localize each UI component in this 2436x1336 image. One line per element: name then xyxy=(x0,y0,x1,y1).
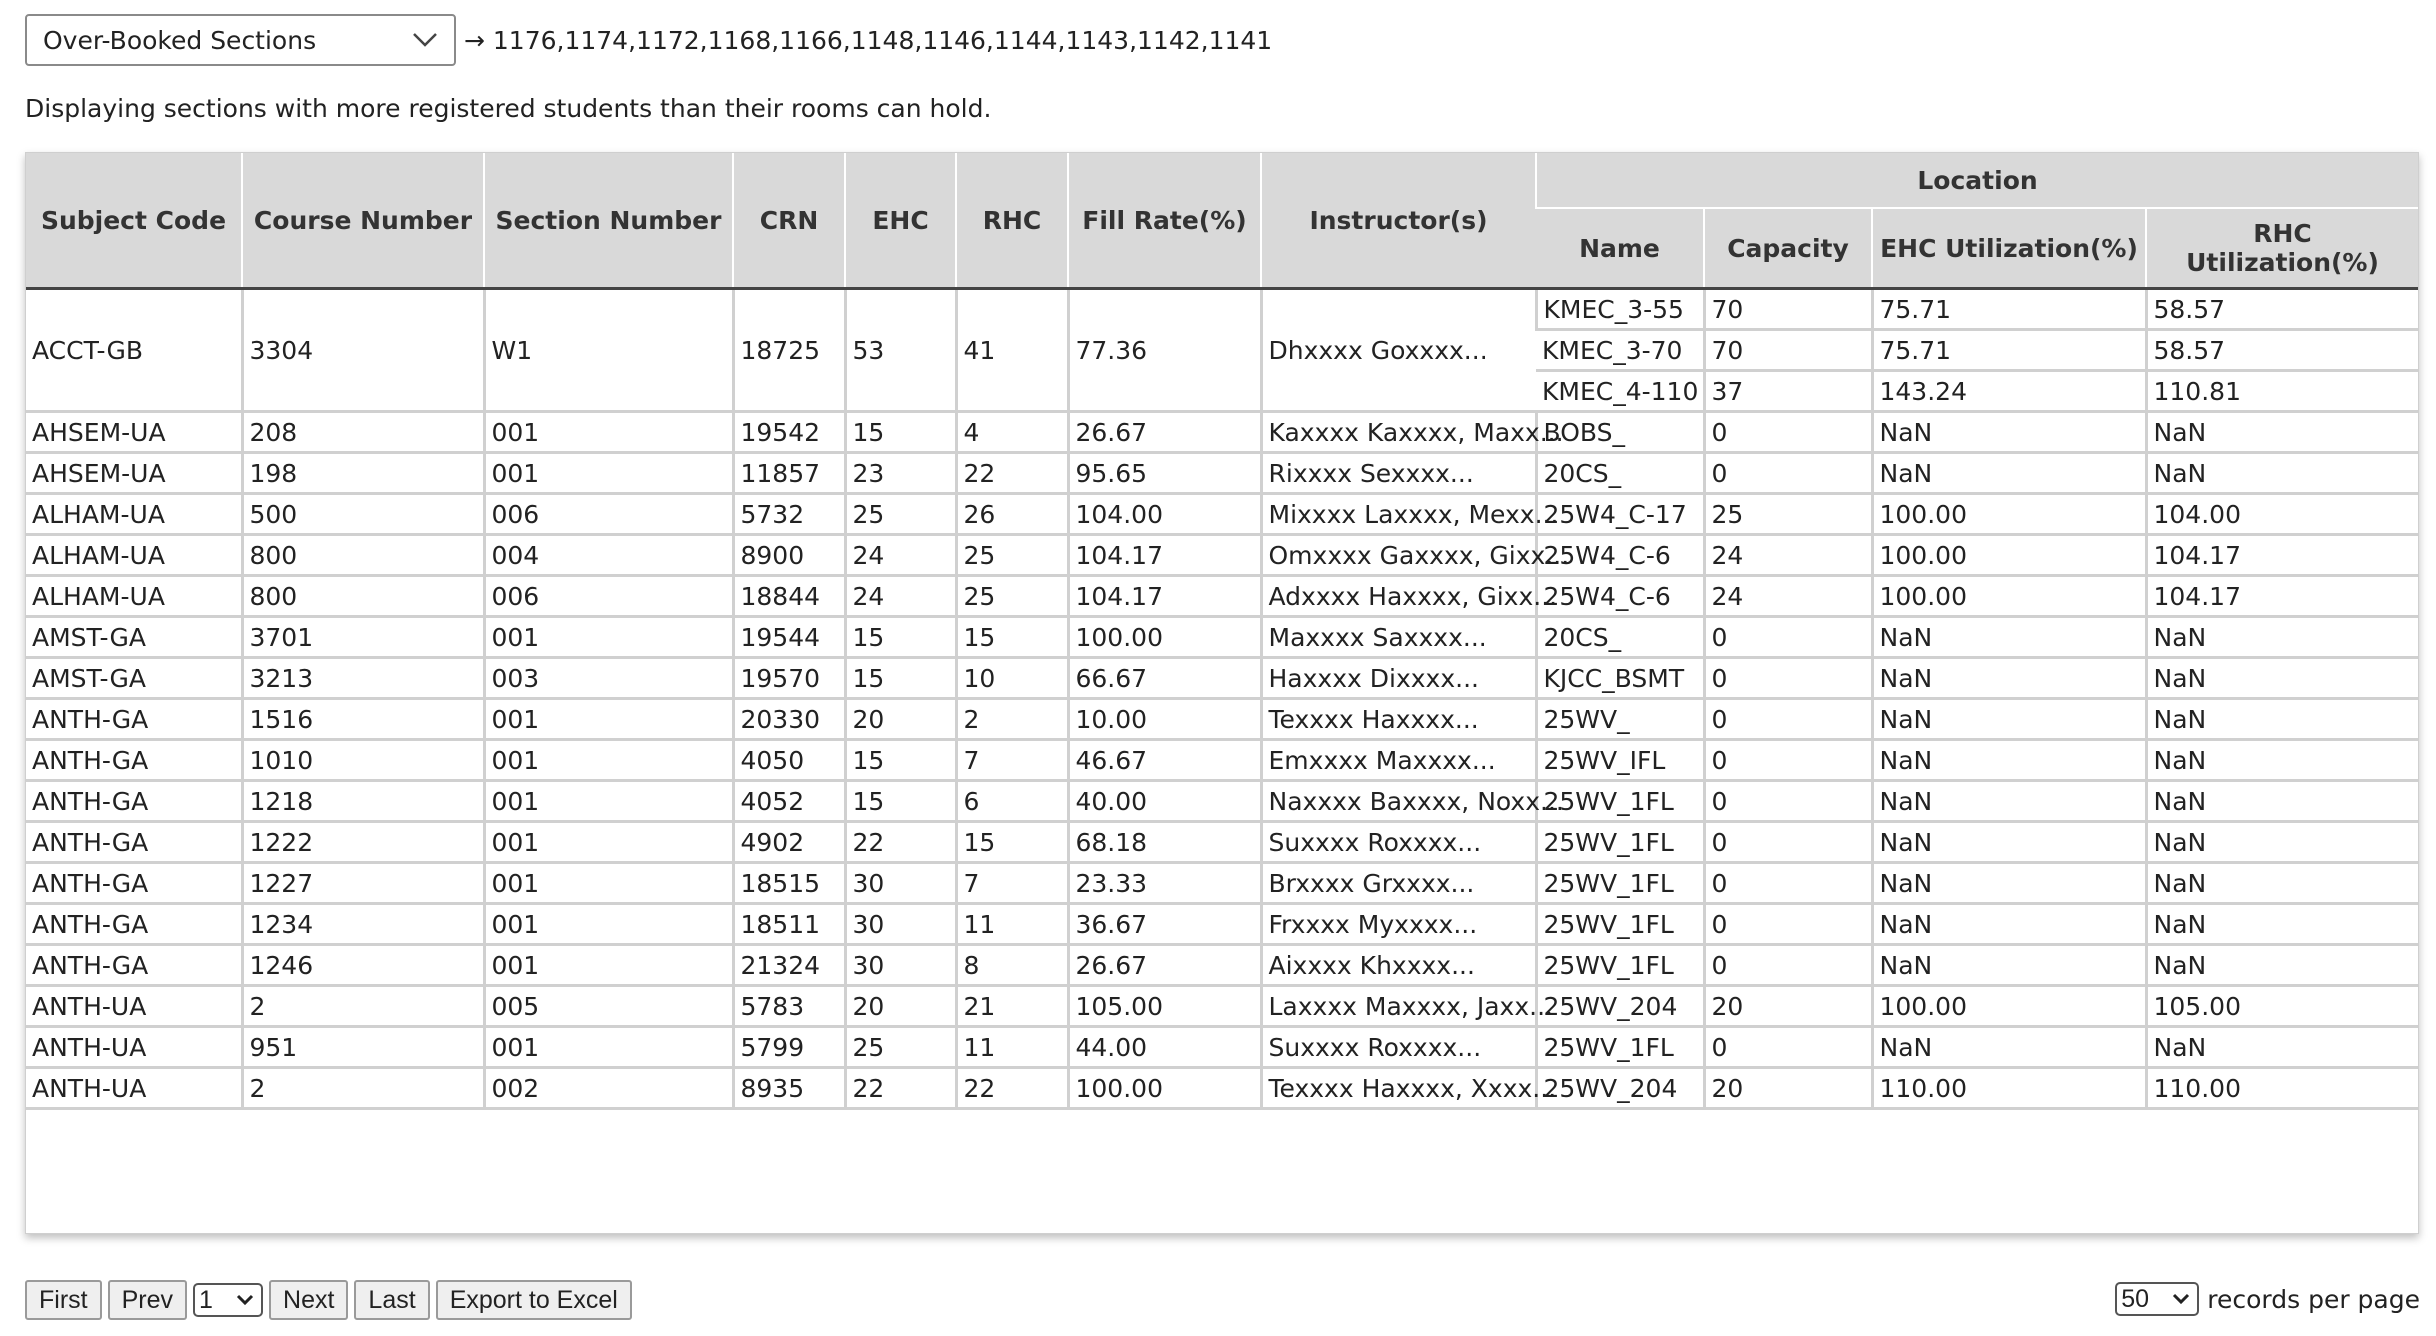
ehc-utilization-cell: 100.00 xyxy=(1872,986,2146,1027)
location-capacity-cell: 20 xyxy=(1704,986,1872,1027)
section-number-cell: 005 xyxy=(484,986,733,1027)
crn-cell: 18511 xyxy=(733,904,845,945)
subject-code-cell: ANTH-GA xyxy=(26,904,242,945)
records-per-page-value: 50 xyxy=(2121,1284,2150,1313)
fill-rate-cell: 36.67 xyxy=(1068,904,1261,945)
crn-cell: 4902 xyxy=(733,822,845,863)
location-capacity-cell: 0 xyxy=(1704,945,1872,986)
ehc-utilization-cell: NaN xyxy=(1872,658,2146,699)
rhc-cell: 15 xyxy=(956,822,1068,863)
subject-code-cell: AHSEM-UA xyxy=(26,453,242,494)
rhc-utilization-cell: NaN xyxy=(2146,945,2418,986)
rhc-utilization-cell: 58.57 xyxy=(2146,330,2418,371)
ehc-cell: 53 xyxy=(845,289,956,412)
crn-cell: 21324 xyxy=(733,945,845,986)
location-name-cell: 25WV_1FL xyxy=(1536,904,1704,945)
table-row[interactable] xyxy=(26,658,2418,699)
location-name-cell: 25W4_C-6 xyxy=(1536,535,1704,576)
section-number-cell: 002 xyxy=(484,1068,733,1109)
fill-rate-cell: 66.67 xyxy=(1068,658,1261,699)
report-description: Displaying sections with more registered students than their rooms can hold. xyxy=(25,94,992,123)
location-capacity-cell: 20 xyxy=(1704,1068,1872,1109)
ehc-utilization-cell: 75.71 xyxy=(1872,330,2146,371)
instructor-cell: Suxxxx Roxxxx... xyxy=(1261,822,1536,863)
location-name-cell: 25WV_IFL xyxy=(1536,740,1704,781)
sections-table xyxy=(26,153,2418,1110)
section-number-cell: 006 xyxy=(484,494,733,535)
header-rhc[interactable]: RHC xyxy=(956,153,1068,289)
report-type-select[interactable] xyxy=(25,14,456,66)
instructor-cell: Rixxxx Sexxxx... xyxy=(1261,453,1536,494)
course-number-cell: 1246 xyxy=(242,945,484,986)
subject-code-cell: ANTH-GA xyxy=(26,945,242,986)
prev-page-button[interactable]: Prev xyxy=(108,1280,187,1320)
location-capacity-cell: 70 xyxy=(1704,330,1872,371)
crn-cell: 5783 xyxy=(733,986,845,1027)
ehc-utilization-cell: NaN xyxy=(1872,1027,2146,1068)
ehc-cell: 24 xyxy=(845,535,956,576)
location-name-cell: 20CS_ xyxy=(1536,617,1704,658)
table-row[interactable] xyxy=(26,781,2418,822)
ehc-utilization-cell: 100.00 xyxy=(1872,576,2146,617)
instructor-cell: Brxxxx Grxxxx... xyxy=(1261,863,1536,904)
rhc-utilization-cell: 110.00 xyxy=(2146,1068,2418,1109)
fill-rate-cell: 26.67 xyxy=(1068,412,1261,453)
rhc-utilization-cell: 110.81 xyxy=(2146,371,2418,412)
fill-rate-cell: 104.17 xyxy=(1068,576,1261,617)
ehc-cell: 20 xyxy=(845,699,956,740)
section-number-cell: 001 xyxy=(484,412,733,453)
instructor-cell: Texxxx Haxxxx... xyxy=(1261,699,1536,740)
location-name-cell: KJCC_BSMT xyxy=(1536,658,1704,699)
location-capacity-cell: 0 xyxy=(1704,740,1872,781)
ehc-cell: 23 xyxy=(845,453,956,494)
subject-code-cell: ACCT-GB xyxy=(26,289,242,412)
location-capacity-cell: 0 xyxy=(1704,453,1872,494)
section-number-cell: 001 xyxy=(484,904,733,945)
rhc-utilization-cell: 104.00 xyxy=(2146,494,2418,535)
ehc-utilization-cell: 100.00 xyxy=(1872,535,2146,576)
section-number-cell: 004 xyxy=(484,535,733,576)
subject-code-cell: ANTH-UA xyxy=(26,1068,242,1109)
table-row[interactable] xyxy=(26,1027,2418,1068)
rhc-utilization-cell: NaN xyxy=(2146,822,2418,863)
rhc-cell: 8 xyxy=(956,945,1068,986)
course-number-cell: 1234 xyxy=(242,904,484,945)
rhc-utilization-cell: NaN xyxy=(2146,699,2418,740)
course-number-cell: 2 xyxy=(242,986,484,1027)
header-ehc[interactable]: EHC xyxy=(845,153,956,289)
crn-cell: 8935 xyxy=(733,1068,845,1109)
header-crn[interactable]: CRN xyxy=(733,153,845,289)
table-row[interactable] xyxy=(26,576,2418,617)
crn-cell: 11857 xyxy=(733,453,845,494)
instructor-cell: Mixxxx Laxxxx, Mexx... xyxy=(1261,494,1536,535)
instructor-cell: Omxxxx Gaxxxx, Gixx... xyxy=(1261,535,1536,576)
ehc-utilization-cell: NaN xyxy=(1872,740,2146,781)
table-row[interactable] xyxy=(26,863,2418,904)
ehc-cell: 30 xyxy=(845,863,956,904)
course-number-cell: 3701 xyxy=(242,617,484,658)
report-toolbar xyxy=(25,14,1272,66)
location-capacity-cell: 25 xyxy=(1704,494,1872,535)
course-number-cell: 1227 xyxy=(242,863,484,904)
rhc-cell: 25 xyxy=(956,576,1068,617)
rhc-utilization-cell: NaN xyxy=(2146,904,2418,945)
ehc-cell: 15 xyxy=(845,412,956,453)
fill-rate-cell: 26.67 xyxy=(1068,945,1261,986)
location-name-cell: 25W4_C-17 xyxy=(1536,494,1704,535)
ehc-utilization-cell: 100.00 xyxy=(1872,494,2146,535)
ehc-cell: 15 xyxy=(845,617,956,658)
location-capacity-cell: 0 xyxy=(1704,863,1872,904)
crn-cell: 8900 xyxy=(733,535,845,576)
next-page-button[interactable]: Next xyxy=(269,1280,348,1320)
subject-code-cell: ANTH-GA xyxy=(26,781,242,822)
rhc-cell: 11 xyxy=(956,904,1068,945)
ehc-cell: 22 xyxy=(845,1068,956,1109)
section-number-cell: 001 xyxy=(484,822,733,863)
instructor-cell: Texxxx Haxxxx, Xxxx... xyxy=(1261,1068,1536,1109)
location-name-cell: 25W4_C-6 xyxy=(1536,576,1704,617)
crn-cell: 5799 xyxy=(733,1027,845,1068)
header-course-number[interactable]: Course Number xyxy=(242,153,484,289)
rhc-utilization-cell: 104.17 xyxy=(2146,535,2418,576)
ehc-utilization-cell: NaN xyxy=(1872,412,2146,453)
location-name-cell: 20CS_ xyxy=(1536,453,1704,494)
location-capacity-cell: 0 xyxy=(1704,617,1872,658)
ehc-cell: 25 xyxy=(845,494,956,535)
location-name-cell: 25WV_1FL xyxy=(1536,1027,1704,1068)
rhc-cell: 2 xyxy=(956,699,1068,740)
fill-rate-cell: 105.00 xyxy=(1068,986,1261,1027)
ehc-utilization-cell: 110.00 xyxy=(1872,1068,2146,1109)
ehc-cell: 30 xyxy=(845,945,956,986)
rhc-cell: 15 xyxy=(956,617,1068,658)
fill-rate-cell: 100.00 xyxy=(1068,617,1261,658)
rhc-cell: 7 xyxy=(956,863,1068,904)
last-page-button[interactable]: Last xyxy=(354,1280,429,1320)
rhc-cell: 11 xyxy=(956,1027,1068,1068)
fill-rate-cell: 95.65 xyxy=(1068,453,1261,494)
chevron-down-icon xyxy=(235,1293,255,1307)
rhc-utilization-cell: NaN xyxy=(2146,412,2418,453)
course-number-cell: 198 xyxy=(242,453,484,494)
location-capacity-cell: 0 xyxy=(1704,658,1872,699)
crn-cell: 19570 xyxy=(733,658,845,699)
export-excel-button[interactable]: Export to Excel xyxy=(436,1280,632,1320)
table-row[interactable] xyxy=(26,289,2418,330)
location-capacity-cell: 37 xyxy=(1704,371,1872,412)
ehc-cell: 25 xyxy=(845,1027,956,1068)
location-name-cell: 25WV_1FL xyxy=(1536,945,1704,986)
rhc-cell: 22 xyxy=(956,1068,1068,1109)
section-number-cell: 003 xyxy=(484,658,733,699)
section-number-cell: 001 xyxy=(484,617,733,658)
course-number-cell: 1010 xyxy=(242,740,484,781)
crn-cell: 18725 xyxy=(733,289,845,412)
section-number-cell: 001 xyxy=(484,699,733,740)
subject-code-cell: AHSEM-UA xyxy=(26,412,242,453)
sections-table-body xyxy=(26,289,2418,1109)
section-number-cell: 001 xyxy=(484,781,733,822)
instructor-cell: Suxxxx Roxxxx... xyxy=(1261,1027,1536,1068)
subject-code-cell: ANTH-GA xyxy=(26,822,242,863)
records-per-page xyxy=(2115,1282,2420,1316)
instructor-cell: Dhxxxx Goxxxx... xyxy=(1261,289,1536,412)
header-location: Location xyxy=(1536,153,2418,208)
sections-table-container[interactable] xyxy=(25,152,2419,1234)
course-number-cell: 3213 xyxy=(242,658,484,699)
location-name-cell: 25WV_1FL xyxy=(1536,822,1704,863)
location-name-cell: 25WV_1FL xyxy=(1536,863,1704,904)
crn-cell: 19542 xyxy=(733,412,845,453)
table-row[interactable] xyxy=(26,617,2418,658)
instructor-cell: Naxxxx Baxxxx, Noxx... xyxy=(1261,781,1536,822)
table-row[interactable] xyxy=(26,494,2418,535)
instructor-cell: Adxxxx Haxxxx, Gixx... xyxy=(1261,576,1536,617)
location-name-cell: 25WV_204 xyxy=(1536,986,1704,1027)
instructor-cell: Frxxxx Myxxxx... xyxy=(1261,904,1536,945)
course-number-cell: 3304 xyxy=(242,289,484,412)
report-type-value: Over-Booked Sections xyxy=(43,25,317,55)
subject-code-cell: ANTH-UA xyxy=(26,1027,242,1068)
section-number-cell: 001 xyxy=(484,863,733,904)
header-location-name[interactable]: Name xyxy=(1536,208,1704,289)
instructor-cell: Aixxxx Khxxxx... xyxy=(1261,945,1536,986)
course-number-cell: 208 xyxy=(242,412,484,453)
subject-code-cell: ANTH-GA xyxy=(26,740,242,781)
fill-rate-cell: 23.33 xyxy=(1068,863,1261,904)
header-subject-code[interactable]: Subject Code xyxy=(26,153,242,289)
ehc-cell: 15 xyxy=(845,740,956,781)
location-capacity-cell: 24 xyxy=(1704,535,1872,576)
location-capacity-cell: 0 xyxy=(1704,904,1872,945)
rhc-cell: 10 xyxy=(956,658,1068,699)
fill-rate-cell: 44.00 xyxy=(1068,1027,1261,1068)
fill-rate-cell: 77.36 xyxy=(1068,289,1261,412)
location-name-cell: 25WV_1FL xyxy=(1536,781,1704,822)
ehc-cell: 15 xyxy=(845,658,956,699)
table-row[interactable] xyxy=(26,535,2418,576)
ehc-utilization-cell: NaN xyxy=(1872,617,2146,658)
ehc-utilization-cell: NaN xyxy=(1872,904,2146,945)
crn-cell: 18844 xyxy=(733,576,845,617)
location-capacity-cell: 0 xyxy=(1704,699,1872,740)
pagination xyxy=(25,1280,632,1320)
table-row[interactable] xyxy=(26,740,2418,781)
section-number-cell: 001 xyxy=(484,1027,733,1068)
header-rhc-utilization[interactable]: RHC Utilization(%) xyxy=(2146,208,2418,289)
section-number-cell: 001 xyxy=(484,945,733,986)
crn-cell: 4052 xyxy=(733,781,845,822)
chevron-down-icon xyxy=(410,30,440,50)
ehc-utilization-cell: 143.24 xyxy=(1872,371,2146,412)
crn-cell: 20330 xyxy=(733,699,845,740)
fill-rate-cell: 100.00 xyxy=(1068,1068,1261,1109)
subject-code-cell: AMST-GA xyxy=(26,658,242,699)
location-name-cell: KMEC_3-55 xyxy=(1536,289,1704,330)
fill-rate-cell: 104.00 xyxy=(1068,494,1261,535)
page-number-select[interactable] xyxy=(193,1283,263,1317)
header-location-capacity[interactable]: Capacity xyxy=(1704,208,1872,289)
records-per-page-select[interactable] xyxy=(2115,1282,2199,1316)
location-name-cell: 25WV_ xyxy=(1536,699,1704,740)
rhc-utilization-cell: NaN xyxy=(2146,781,2418,822)
section-number-cell: 001 xyxy=(484,740,733,781)
table-row[interactable] xyxy=(26,945,2418,986)
instructor-cell: Kaxxxx Kaxxxx, Maxx... xyxy=(1261,412,1536,453)
rhc-utilization-cell: NaN xyxy=(2146,658,2418,699)
crn-cell: 19544 xyxy=(733,617,845,658)
ehc-cell: 20 xyxy=(845,986,956,1027)
fill-rate-cell: 10.00 xyxy=(1068,699,1261,740)
subject-code-cell: ALHAM-UA xyxy=(26,576,242,617)
subject-code-cell: AMST-GA xyxy=(26,617,242,658)
section-number-cell: 001 xyxy=(484,453,733,494)
crn-cell: 5732 xyxy=(733,494,845,535)
location-name-cell: BOBS_ xyxy=(1536,412,1704,453)
table-row[interactable] xyxy=(26,904,2418,945)
ehc-cell: 30 xyxy=(845,904,956,945)
rhc-utilization-cell: NaN xyxy=(2146,740,2418,781)
instructor-cell: Emxxxx Maxxxx... xyxy=(1261,740,1536,781)
header-section-number[interactable]: Section Number xyxy=(484,153,733,289)
header-ehc-utilization[interactable]: EHC Utilization(%) xyxy=(1872,208,2146,289)
subject-code-cell: ANTH-GA xyxy=(26,699,242,740)
subject-code-cell: ANTH-GA xyxy=(26,863,242,904)
rhc-utilization-cell: 58.57 xyxy=(2146,289,2418,330)
location-capacity-cell: 0 xyxy=(1704,781,1872,822)
section-number-cell: W1 xyxy=(484,289,733,412)
rhc-utilization-cell: NaN xyxy=(2146,617,2418,658)
subject-code-cell: ALHAM-UA xyxy=(26,535,242,576)
rhc-utilization-cell: 104.17 xyxy=(2146,576,2418,617)
location-capacity-cell: 0 xyxy=(1704,412,1872,453)
ehc-cell: 22 xyxy=(845,822,956,863)
table-row[interactable] xyxy=(26,1068,2418,1109)
rhc-utilization-cell: 105.00 xyxy=(2146,986,2418,1027)
first-page-button[interactable]: First xyxy=(25,1280,102,1320)
table-row[interactable] xyxy=(26,412,2418,453)
crn-cell: 18515 xyxy=(733,863,845,904)
course-number-cell: 2 xyxy=(242,1068,484,1109)
instructor-cell: Haxxxx Dixxxx... xyxy=(1261,658,1536,699)
course-number-cell: 951 xyxy=(242,1027,484,1068)
location-capacity-cell: 70 xyxy=(1704,289,1872,330)
rhc-cell: 4 xyxy=(956,412,1068,453)
rhc-cell: 26 xyxy=(956,494,1068,535)
subject-code-cell: ANTH-UA xyxy=(26,986,242,1027)
header-fill-rate[interactable]: Fill Rate(%) xyxy=(1068,153,1261,289)
ehc-utilization-cell: NaN xyxy=(1872,453,2146,494)
fill-rate-cell: 46.67 xyxy=(1068,740,1261,781)
crn-list: → 1176,1174,1172,1168,1166,1148,1146,1144,1143,1142,1141 xyxy=(464,25,1273,55)
location-name-cell: KMEC_4-110 xyxy=(1536,371,1704,412)
ehc-utilization-cell: NaN xyxy=(1872,699,2146,740)
rhc-cell: 41 xyxy=(956,289,1068,412)
page-number-value: 1 xyxy=(199,1285,213,1314)
section-number-cell: 006 xyxy=(484,576,733,617)
header-instructors[interactable]: Instructor(s) xyxy=(1261,153,1536,289)
course-number-cell: 1218 xyxy=(242,781,484,822)
subject-code-cell: ALHAM-UA xyxy=(26,494,242,535)
course-number-cell: 800 xyxy=(242,535,484,576)
ehc-utilization-cell: 75.71 xyxy=(1872,289,2146,330)
location-capacity-cell: 0 xyxy=(1704,1027,1872,1068)
location-capacity-cell: 0 xyxy=(1704,822,1872,863)
table-row[interactable] xyxy=(26,699,2418,740)
course-number-cell: 1516 xyxy=(242,699,484,740)
course-number-cell: 800 xyxy=(242,576,484,617)
rhc-cell: 21 xyxy=(956,986,1068,1027)
ehc-cell: 24 xyxy=(845,576,956,617)
rhc-cell: 22 xyxy=(956,453,1068,494)
location-capacity-cell: 24 xyxy=(1704,576,1872,617)
ehc-cell: 15 xyxy=(845,781,956,822)
course-number-cell: 1222 xyxy=(242,822,484,863)
rhc-cell: 7 xyxy=(956,740,1068,781)
records-per-page-label: records per page xyxy=(2207,1284,2420,1314)
crn-cell: 4050 xyxy=(733,740,845,781)
fill-rate-cell: 104.17 xyxy=(1068,535,1261,576)
rhc-utilization-cell: NaN xyxy=(2146,863,2418,904)
table-row[interactable] xyxy=(26,453,2418,494)
fill-rate-cell: 40.00 xyxy=(1068,781,1261,822)
ehc-utilization-cell: NaN xyxy=(1872,945,2146,986)
ehc-utilization-cell: NaN xyxy=(1872,781,2146,822)
fill-rate-cell: 68.18 xyxy=(1068,822,1261,863)
instructor-cell: Laxxxx Maxxxx, Jaxx... xyxy=(1261,986,1536,1027)
location-name-cell: KMEC_3-70 xyxy=(1536,330,1704,371)
instructor-cell: Maxxxx Saxxxx... xyxy=(1261,617,1536,658)
location-name-cell: 25WV_204 xyxy=(1536,1068,1704,1109)
ehc-utilization-cell: NaN xyxy=(1872,863,2146,904)
chevron-down-icon xyxy=(2171,1292,2191,1306)
rhc-cell: 25 xyxy=(956,535,1068,576)
table-row[interactable] xyxy=(26,986,2418,1027)
ehc-utilization-cell: NaN xyxy=(1872,822,2146,863)
table-row[interactable] xyxy=(26,822,2418,863)
rhc-utilization-cell: NaN xyxy=(2146,1027,2418,1068)
rhc-cell: 6 xyxy=(956,781,1068,822)
course-number-cell: 500 xyxy=(242,494,484,535)
rhc-utilization-cell: NaN xyxy=(2146,453,2418,494)
